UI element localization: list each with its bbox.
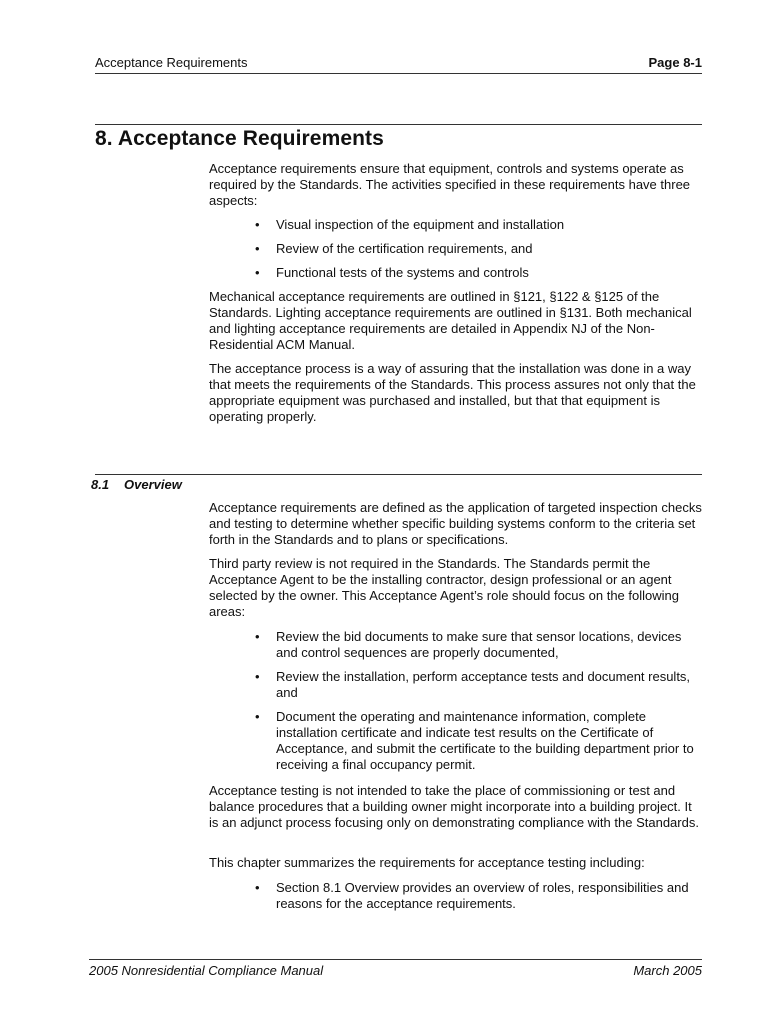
footer-date: March 2005 — [633, 963, 702, 978]
bullet-icon: • — [255, 241, 260, 256]
section-number: 8.1 — [91, 477, 110, 492]
page-number: Page 8-1 — [648, 55, 702, 70]
overview-bullet-list — [209, 629, 704, 773]
list-item: • Document the operating and maintenance information, complete installation certificate and indicate test results on the Certificate of Acceptance, and submit the certificate to the building department prior to receiving a final occupancy permit. — [255, 709, 694, 772]
overview-paragraph-4: This chapter summarizes the requirements for acceptance testing including: — [209, 855, 645, 870]
section-divider — [95, 474, 702, 475]
footer-manual-title: 2005 Nonresidential Compliance Manual — [89, 963, 324, 978]
bullet-icon: • — [255, 709, 260, 724]
list-item: • Functional tests of the systems and controls — [255, 265, 529, 280]
intro-paragraph-1: Acceptance requirements ensure that equipment, controls and systems operate as required by the Standards. The activities specified in these requirements have three aspects: — [209, 161, 691, 208]
intro-bullet-list — [209, 217, 704, 281]
overview-paragraph-1: Acceptance requirements are defined as the application of targeted inspection checks and testing to determine whether specific building systems conform to the criteria set forth in the Standards and to plans or specifications. — [209, 500, 702, 547]
intro-paragraph-3: The acceptance process is a way of assuring that the installation was done in a way that meets the requirements of the Standards. This process assures not only that the appropriate equipment was purchased and installed, but that that equipment is operating properly. — [209, 361, 696, 424]
bullet-icon: • — [255, 217, 260, 232]
bullet-icon: • — [255, 629, 260, 644]
header-title: Acceptance Requirements — [95, 55, 248, 70]
overview-paragraph-3: Acceptance testing is not intended to take the place of commissioning or test and balance procedures that a building owner might incorporate into a building project. It is an adjunct process focusing only on demonstrating compliance with the Standards. — [209, 783, 699, 830]
list-item: • Review of the certification requirements, and — [255, 241, 533, 256]
page-header — [95, 55, 702, 74]
bullet-icon: • — [255, 880, 260, 895]
summary-bullet-list — [209, 880, 704, 912]
chapter-title: 8. Acceptance Requirements — [95, 127, 384, 150]
page-footer — [89, 959, 702, 980]
list-item: • Section 8.1 Overview provides an overview of roles, responsibilities and reasons for the acceptance requirements. — [255, 880, 689, 911]
overview-paragraph-2: Third party review is not required in the Standards. The Standards permit the Acceptance Agent to be the installing contractor, design professional or an agent selected by the owner. This Acceptance Agent’s role should focus on the following areas: — [209, 556, 679, 619]
section-heading — [91, 477, 182, 492]
list-item: • Review the installation, perform acceptance tests and document results, and — [255, 669, 691, 700]
list-item: • Visual inspection of the equipment and installation — [255, 217, 565, 232]
section-title: Overview — [124, 477, 182, 492]
chapter-divider — [95, 124, 702, 125]
intro-paragraph-2: Mechanical acceptance requirements are outlined in §121, §122 & §125 of the Standards. Lighting acceptance requirements are outlined in §131. Both mechanical and lighting acceptance requirements are detailed in Appendix NJ of the Non-Residential ACM Manual. — [209, 289, 692, 352]
bullet-icon: • — [255, 265, 260, 280]
list-item: • Review the bid documents to make sure that sensor locations, devices and control sequences are properly documented, — [255, 629, 682, 660]
bullet-icon: • — [255, 669, 260, 684]
